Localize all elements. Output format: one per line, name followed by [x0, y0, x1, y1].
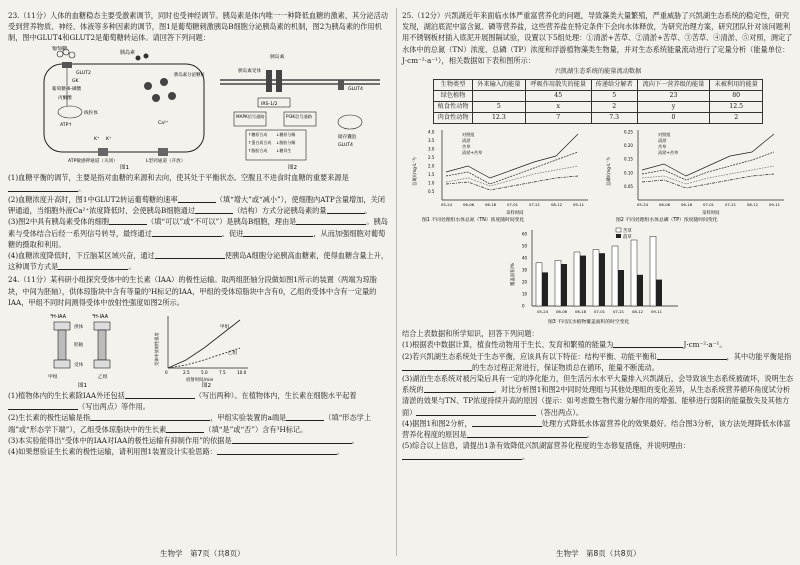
table-header-cell: 呼吸作用散失的能量 — [525, 80, 591, 91]
answer-blank[interactable] — [90, 413, 210, 421]
q24-label-donor: 供体 — [74, 325, 84, 331]
table-cell: 7 — [525, 113, 591, 124]
fig1-label-atp: ATP↑ — [60, 122, 73, 128]
q24-label-iaa-a: ³H-IAA — [50, 314, 67, 321]
fig2-label-glut4-b: GLUT4 — [338, 142, 353, 148]
q25-sub4: (4)据图1和图2分析， 处理方式降低水体富营养化的效果最好。结合图3分析，该方法处理降低水体富营养化程度的原因是 。 — [402, 418, 791, 440]
y-tick-label: 0.5 — [428, 189, 435, 195]
q23-s4b-text: 使胰岛A细胞分泌胰高血糖素，使得血糖含量上升，这种调节方式是 — [8, 251, 389, 272]
table-cell: 肉食性动物 — [434, 113, 473, 124]
table-header-cell: 生物类型 — [434, 80, 473, 91]
x-tick-label: 2.5 — [183, 370, 190, 376]
x-tick-label: 5.0 — [201, 370, 208, 376]
q24-s1c-text: （写出两点）等作用。 — [78, 402, 150, 412]
fig1-legend-3: 清淤+苦草 — [462, 150, 483, 156]
q24-label-iaa-b: ³H-IAA — [92, 314, 109, 321]
fig2-legend-0: 对照组 — [658, 132, 671, 138]
table-cell: 12.3 — [473, 113, 526, 124]
x-tick-label: 06-18 — [485, 202, 497, 208]
answer-blank[interactable] — [232, 436, 352, 444]
answer-blank[interactable] — [125, 391, 195, 399]
q24-figure2-chart — [153, 316, 248, 388]
x-tick-label: 09-11 — [769, 202, 781, 208]
answer-blank[interactable] — [327, 206, 365, 214]
q25-intro: 25.（12分）兴凯湖近年来面临水体严重富营养化的问题，导致藻类大量繁殖，严重威胁了兴凯湖生态系统的稳定性，研究发现，湖泊底泥中富含氮、磷等营养盐，这些营养盐在特定条件下会向水体释放，为研究治理方案，研究团队针对该问题利用不锈钢板材插入底泥开展围隔试验，设置以下5组处理：①清淤+苦草、②清淤+苦草、③苦草、④清淤、⑤对照，测定了水体中的总氮（TN）浓度、总磷（TP）浓度和浮游植物藻类生物量，并对生态系统能量流动进行了定量分析（能量单位：J·cm⁻²·a⁻¹），相关数据如下表和图所示： — [402, 11, 793, 65]
fig2-effect-1: ↑糖原合成 — [248, 131, 268, 137]
table-cell: 7.3 — [591, 113, 637, 124]
q24-label-hypocotyl: 胚轴 — [74, 343, 84, 349]
bar-series-b — [542, 273, 548, 307]
q24-figure1 — [48, 314, 110, 388]
table-cell: 5 — [473, 102, 526, 113]
fig1-legend-0: 对照组 — [462, 132, 475, 138]
fig2-legend-1: 清淤 — [658, 138, 667, 144]
table-header-cell: 流向下一营养级的能量 — [637, 80, 710, 91]
q24-sub1 — [8, 390, 390, 412]
fig1-label-mito: 线粒体 — [84, 110, 98, 116]
q25-s1-text: (1)根据表中数据计算，植食性动物用于生长、发育和繁殖的能量为 — [402, 340, 614, 350]
q23-s3e-text: ，从而加强细胞对葡萄糖的摄取和利用。 — [8, 228, 386, 249]
table-cell: 80 — [710, 91, 763, 102]
q24-chart-legend-a: 甲组 — [220, 325, 230, 331]
y-tick-label: 3.0 — [428, 146, 435, 152]
answer-blank[interactable] — [155, 251, 225, 259]
q24-sub3: (3)本实验能得出“受体中的IAA对IAA的极性运输有抑制作用”的依据是 。 — [8, 435, 359, 445]
fig1-label-insulin: 胰岛素 — [120, 49, 136, 56]
q23-sub4: (4)血糖浓度降低时，下丘脑某区域兴奋，通过 使胰岛A细胞分泌胰高血糖素，使得血糖含量上升，这种调节方式是 。 — [8, 251, 389, 272]
q24-fig2-caption: 图2 — [202, 383, 211, 389]
x-tick-label: 08-12 — [551, 202, 563, 208]
q24-s3-text: (3)本实验能得出“受体中的IAA对IAA的极性运输有抑制作用”的依据是 — [8, 435, 232, 445]
answer-blank[interactable] — [8, 184, 78, 192]
fig1-label-glut2: GLUT2 — [76, 70, 91, 76]
y-tick-label: 0.20 — [624, 143, 633, 149]
bar-series-b — [580, 256, 586, 306]
left-column — [8, 10, 390, 457]
fig1-label-k2: K⁺ — [106, 136, 112, 142]
table-row — [434, 113, 763, 124]
fig1-legend-1: 清淤 — [462, 138, 471, 144]
y-tick-label: 30 — [522, 267, 528, 273]
q25-s1-unit: J·cm⁻²·a⁻¹。 — [683, 340, 727, 350]
y-tick-label: 4.0 — [428, 129, 435, 135]
y-tick-label: 3.5 — [428, 138, 435, 144]
bar-series-a — [612, 246, 618, 306]
y-tick-label: 10 — [522, 291, 528, 297]
q25-sub2 — [402, 351, 794, 373]
q25-s4a-text: (4)据图1和图2分析， — [402, 418, 472, 428]
q25-s4b-text: 处理方式降低水体富营养化的效果最好。结合图3分析，该方法处理降低水体富营养化程度的原因是 — [402, 418, 791, 440]
y-tick-label: 2.0 — [428, 163, 435, 169]
table-cell: 绿色植物 — [434, 91, 473, 102]
fig1-label-g6p: 葡萄糖-6-磷酸 — [52, 86, 82, 92]
series-line — [642, 166, 774, 184]
fig1-caption: 图1 不同处理组水体总氮（TN）浓度随时间变化 — [422, 218, 525, 224]
fig2-tp-chart — [605, 130, 784, 224]
table-cell: 2 — [591, 102, 637, 113]
x-tick-label: 07-01 — [703, 202, 715, 208]
y-tick-label: 60 — [522, 231, 528, 237]
y-tick-label: 0.25 — [624, 129, 633, 135]
bar-series-a — [631, 240, 637, 306]
answer-blank[interactable] — [416, 408, 536, 416]
q23-s4a-text: (4)血糖浓度降低时，下丘脑某区域兴奋，通过 — [8, 251, 155, 261]
q24-s2c-text: （填“形态学上端”或“形态学下端”），乙组受体琼脂块中的生长素 — [8, 413, 372, 434]
x-tick-label: 07-21 — [613, 309, 625, 315]
answer-blank[interactable] — [166, 425, 204, 433]
q25-sub1 — [402, 339, 794, 350]
q24-s4-text: (4)如果想验证生长素的极性运输，请利用图1装置设计实验思路： — [8, 447, 217, 457]
table-cell — [473, 91, 526, 102]
y-tick-label: 20 — [522, 279, 528, 285]
answer-blank[interactable] — [8, 402, 78, 410]
q25-s2a-text: (2)若兴凯湖生态系统处于生态平衡，应该具有以下特征：结构平衡、功能平衡和 — [402, 351, 657, 361]
y-tick-label: 2.5 — [428, 155, 435, 161]
fig2-effect-2: ↓糖原分解 — [276, 131, 296, 137]
x-tick-label: 08-12 — [747, 202, 759, 208]
fig2-effect-4: ↓脂肪分解 — [276, 139, 296, 145]
fig1-label-gk: GK — [72, 78, 79, 84]
q23-figure-svg — [8, 46, 390, 170]
y-tick-label: 40 — [522, 255, 528, 261]
column-divider — [396, 8, 397, 556]
x-tick-label: 10.0 — [237, 370, 247, 376]
q24-figure-svg — [8, 310, 390, 388]
table-cell: 2 — [710, 113, 763, 124]
answer-blank[interactable] — [195, 206, 233, 214]
table-cell: 45 — [525, 91, 591, 102]
bar-series-a — [593, 250, 599, 306]
figure2-insulin-pathway — [220, 53, 380, 170]
fig2-label-pi3k: PI3K信号通路 — [286, 113, 312, 119]
bar-series-a — [536, 263, 542, 306]
bar-series-b — [618, 270, 624, 306]
q24-s2-text: (2)生长素的极性运输是指 — [8, 413, 91, 423]
q25-s3a-text: (3)湖泊生态系统对被污染后具有一定的净化能力，但生活污水水平大量排入兴凯湖后，会导致该生态系统被破坏，说明生态系统的 — [402, 374, 794, 395]
q24-s2b-text: 甲组实验装置的a端是 — [217, 413, 287, 423]
answer-blank[interactable] — [178, 195, 216, 203]
energy-flow-table — [433, 79, 763, 124]
table-row — [434, 91, 763, 102]
fig2-effect-6: ↓糖异生 — [276, 147, 292, 153]
q25-lead: 结合上表数据和所学知识，回答下列问题： — [402, 329, 539, 339]
y-tick-label: 0.15 — [624, 156, 633, 162]
fig1-label-k1: K⁺ — [94, 136, 100, 142]
bar-series-a — [650, 237, 656, 307]
answer-blank[interactable] — [613, 340, 683, 348]
q24-intro: 24.（11分）某科研小组探究受体中的生长素（IAA）的极性运输。取两组胚轴分段做如图1所示的装置（两端为琼脂块，中间为胚轴），供体琼脂块中含有等量的³H标记的IAA，甲组的受体琼脂块中含有0，乙组的受体中含有一定量的IAA，甲组不同时间测得受体中放射性强度如图2所示。 — [8, 275, 377, 307]
q25-s2b-text: ，其中功能平衡是指 — [726, 351, 792, 361]
bar-series-b — [561, 264, 567, 306]
y-tick-label: 0.05 — [624, 184, 633, 190]
q23-s2c-text: （结构）方式分泌胰岛素的量 — [233, 206, 327, 216]
table-cell: x — [525, 102, 591, 113]
y-tick-label: 50 — [522, 243, 528, 249]
answer-blank[interactable] — [424, 385, 494, 393]
q25-sub3 — [402, 373, 794, 418]
answer-blank[interactable] — [109, 217, 147, 225]
series-line — [446, 176, 578, 190]
bar-series-a — [574, 252, 580, 306]
answer-blank[interactable] — [402, 452, 522, 460]
table-cell: 5 — [591, 91, 637, 102]
q25-s3b-text: 。对比分析图1和图2中同时处理组与其他处理组的变化差异，从生态系统营养循环角度试分析清淤的效果与TN、TP浓度持续升高的原因（提示：如考虑微生物代谢分解作用的增强、能够进行弱阳的能量散失及其他方面） — [402, 385, 791, 417]
answer-blank[interactable] — [296, 217, 366, 225]
answer-blank[interactable] — [58, 262, 128, 270]
q24-fig1-caption: 图1 — [78, 383, 87, 389]
footer-page-8: 生物学 第8页（共8页） — [556, 549, 641, 558]
answer-blank[interactable] — [402, 363, 472, 371]
y-tick-label: 1.0 — [428, 180, 435, 186]
fig2-label-irs: IRS-1/2 — [261, 101, 278, 107]
q25-sub5: (5)综合以上信息，请提出1条有效降低兴凯湖富营养化程度的生态修复措施，并说明理由：。 — [402, 441, 690, 462]
fig2-ylabel: 总磷/(mg·L⁻¹) — [607, 157, 612, 187]
table-cell: 23 — [637, 91, 710, 102]
bar-series-a — [555, 261, 561, 307]
fig1-xlabel: 采样时间 — [506, 211, 524, 217]
answer-blank[interactable] — [657, 352, 727, 360]
table-header-cell: 未被利用的能量 — [710, 80, 763, 91]
x-tick-label: 07-21 — [725, 202, 737, 208]
series-line — [446, 152, 578, 184]
q23-s2b-text: （填“增大”或“减小”），使细胞内ATP含量增加，关闭钾通道，当细胞外液Ca²⁺浓度降低时，会使胰岛B细胞通过 — [8, 195, 385, 216]
table-header-cell: 外来输入的能量 — [473, 80, 526, 91]
fig1-label-ca: Ca²⁺ — [158, 120, 169, 126]
q23-s3c-text: 胰岛素与受体结合后经一系列信号转导，最终通过 — [8, 217, 388, 238]
x-tick-label: 07-01 — [594, 309, 606, 315]
fig1-label-lca: L型钙通道（开放） — [146, 158, 186, 164]
fig1-label-glucose: 葡萄糖 — [52, 45, 68, 52]
table-header-row — [434, 80, 763, 91]
q24-s1b-text: （写出两种）。在植物体内，生长素在细胞水平起着 — [194, 391, 357, 401]
answer-blank[interactable] — [152, 229, 222, 237]
table-cell: 植食性动物 — [434, 102, 473, 113]
q24-figures — [8, 310, 390, 388]
q25-figures — [402, 126, 794, 326]
q23-sub3: (3)图2中具有胰岛素受体的细胞 （填“可以”或“不可以”）是胰岛B细胞，理由是 。胰岛素与受体结合后经一系列信号转导，最终通过 、促进 ，从而加强细胞对葡萄糖的摄取和利用。 — [8, 217, 388, 249]
bar-series-b — [637, 275, 643, 306]
q24-label-receptor: 受体 — [74, 363, 84, 369]
x-tick-label: 05-24 — [637, 202, 649, 208]
answer-blank[interactable] — [467, 430, 587, 438]
series-line — [642, 174, 774, 188]
table-title: 兴凯湖生态系统的能量流动数据 — [554, 68, 642, 76]
fig1-legend-2: 苦草 — [462, 144, 471, 150]
x-tick-label: 05-24 — [441, 202, 453, 208]
fig2-legend-3: 清淤+苦草 — [658, 150, 679, 156]
q23-intro: 23.（11分）人体的血糖稳态主要受激素调节，同时也受神经调节。胰岛素是体内唯一一种降低血糖的激素，其分泌活动受到营养物质、神经、体液等多种因素的调节，图1是葡萄糖刺激胰岛B细胞分泌胰岛素的机制，图2为胰岛素的作用机制，图中GLUT4和GLUT2是葡萄糖转运体。请回答下列问题： — [8, 11, 388, 43]
fig3-legend-0: 苦草 — [623, 229, 632, 235]
x-tick-label: 0 — [165, 370, 168, 376]
y-tick-label: 0.10 — [624, 170, 633, 176]
fig2-xlabel: 采样时间 — [702, 211, 720, 217]
right-column — [402, 10, 794, 463]
q24-sub2: (2)生长素的极性运输是指 ，甲组实验装置的a端是 （填“形态学上端”或“形态学下端”），乙组受体琼脂块中的生长素 （填“是”或“否”）含有³H标记。 — [8, 413, 372, 434]
table-cell: 0 — [637, 113, 710, 124]
fig2-label-receptor: 胰岛素受体 — [238, 68, 261, 74]
q23-s3d-text: 、促进 — [221, 228, 244, 238]
x-tick-label: 09-11 — [651, 309, 663, 315]
y-tick-label: 1.5 — [428, 172, 435, 178]
answer-blank[interactable] — [217, 447, 337, 455]
q24-chart-ylabel: 受体中放射性强度 — [154, 332, 159, 367]
fig2-caption: 图2 — [288, 164, 297, 170]
q25-s2c-text: 的生态过程正常进行，保证物质总在循环，能量不断流动。 — [472, 362, 659, 372]
footer-page-7: 生物学 第7页（共8页） — [160, 549, 245, 558]
answer-blank[interactable] — [472, 419, 542, 427]
q25-s5-text: (5)综合以上信息，请提出1条有效降低兴凯湖富营养化程度的生态修复措施，并说明理由： — [402, 441, 690, 451]
bar-series-b — [599, 253, 605, 306]
figure1-beta-cell — [44, 46, 205, 170]
q24-chart-xlabel: 放射时间/min — [186, 378, 214, 384]
x-tick-label: 09-11 — [573, 202, 585, 208]
fig1-label-pyruvate: 丙酮酸 — [58, 95, 72, 101]
fig2-label-glut4-a: GLUT4 — [348, 86, 363, 92]
q25-s3c-text: （答出两点）。 — [536, 407, 584, 417]
x-tick-label: 06-06 — [556, 309, 568, 315]
q24-s1-text: (1)植物体内的生长素除IAA外还包括 — [8, 391, 125, 401]
q24-label-group-b: 乙组 — [98, 375, 108, 381]
q25-figure-svg — [402, 126, 794, 326]
q24-chart-legend-b: 乙组 — [228, 351, 238, 357]
answer-blank[interactable] — [243, 229, 313, 237]
x-tick-label: 06-06 — [659, 202, 671, 208]
bar-series-b — [656, 280, 662, 306]
table-row — [434, 102, 763, 113]
fig1-label-granule: 胰岛素分泌颗粒 — [174, 72, 205, 78]
y-tick-label: 0 — [522, 303, 525, 309]
fig3-caption: 图3 不同沉水植物覆盖面积的时空变化 — [548, 320, 630, 326]
x-tick-label: 08-12 — [632, 309, 644, 315]
x-tick-label: 05-24 — [537, 309, 549, 315]
x-tick-label: 06-06 — [463, 202, 475, 208]
fig1-label-katp: ATP敏感钾通道（关闭） — [68, 158, 118, 164]
x-tick-label: 06-18 — [575, 309, 587, 315]
table-header-cell: 传递给分解者 — [591, 80, 637, 91]
q23-figures — [8, 46, 390, 170]
q23-s2a-text: (2)血糖浓度升高时，图1中GLUT2转运葡萄糖的速率 — [8, 195, 178, 205]
fig2-label-vesicle: 储存囊泡 — [338, 134, 357, 140]
fig2-label-mapk: MAPK信号通路 — [236, 113, 265, 119]
fig3-ylabel: 覆盖面积/% — [511, 263, 516, 287]
q24-label-group-a: 甲组 — [48, 375, 58, 381]
q24-s2d-text: （填“是”或“否”）含有³H标记。 — [204, 424, 308, 434]
fig2-effect-5: ↑脂肪合成 — [248, 147, 268, 153]
fig1-ylabel: 总氮/(mg·L⁻¹) — [413, 157, 418, 187]
q23-sub2: (2)血糖浓度升高时，图1中GLUT2转运葡萄糖的速率 （填“增大”或“减小”），使细胞内ATP含量增加，关闭钾通道，当细胞外液Ca²⁺浓度降低时，会使胰岛B细胞通过 （结构）方式分泌胰岛素的量 。 — [8, 195, 385, 216]
q23-s1-text: (1)血糖平衡的调节，主要是指对血糖的来源和去向，使其处于平衡状态。空腹且不进食时血糖的重要来源是 — [8, 172, 349, 182]
fig3-bar-chart — [509, 227, 678, 325]
table-cell: 12.5 — [710, 102, 763, 113]
fig2-caption: 图2 不同处理组水体总磷（TP）浓度随时间变化 — [616, 218, 718, 224]
fig3-legend-1: 菹草 — [623, 235, 632, 241]
fig2-legend-2: 苦草 — [658, 144, 667, 150]
table-cell: y — [637, 102, 710, 113]
q23-sub1: (1)血糖平衡的调节，主要是指对血糖的来源和去向，使其处于平衡状态。空腹且不进食时血糖的重要来源是。 — [8, 172, 349, 193]
q23-s3b-text: （填“可以”或“不可以”）是胰岛B细胞，理由是 — [147, 217, 297, 227]
fig1-caption: 图1 — [120, 164, 129, 170]
fig2-label-insulin: 胰岛素 — [270, 54, 285, 60]
x-tick-label: 07-01 — [507, 202, 519, 208]
fig2-effect-3: ↑蛋白质合成 — [248, 139, 272, 145]
x-tick-label: 06-18 — [681, 202, 693, 208]
x-tick-label: 7.5 — [219, 370, 226, 376]
q24-sub4: (4)如果想验证生长素的极性运输，请利用图1装置设计实验思路： 。 — [8, 447, 345, 457]
answer-blank[interactable] — [286, 413, 324, 421]
x-tick-label: 07-21 — [529, 202, 541, 208]
fig1-tn-chart — [411, 130, 588, 224]
q23-s3a-text: (3)图2中具有胰岛素受体的细胞 — [8, 217, 110, 227]
